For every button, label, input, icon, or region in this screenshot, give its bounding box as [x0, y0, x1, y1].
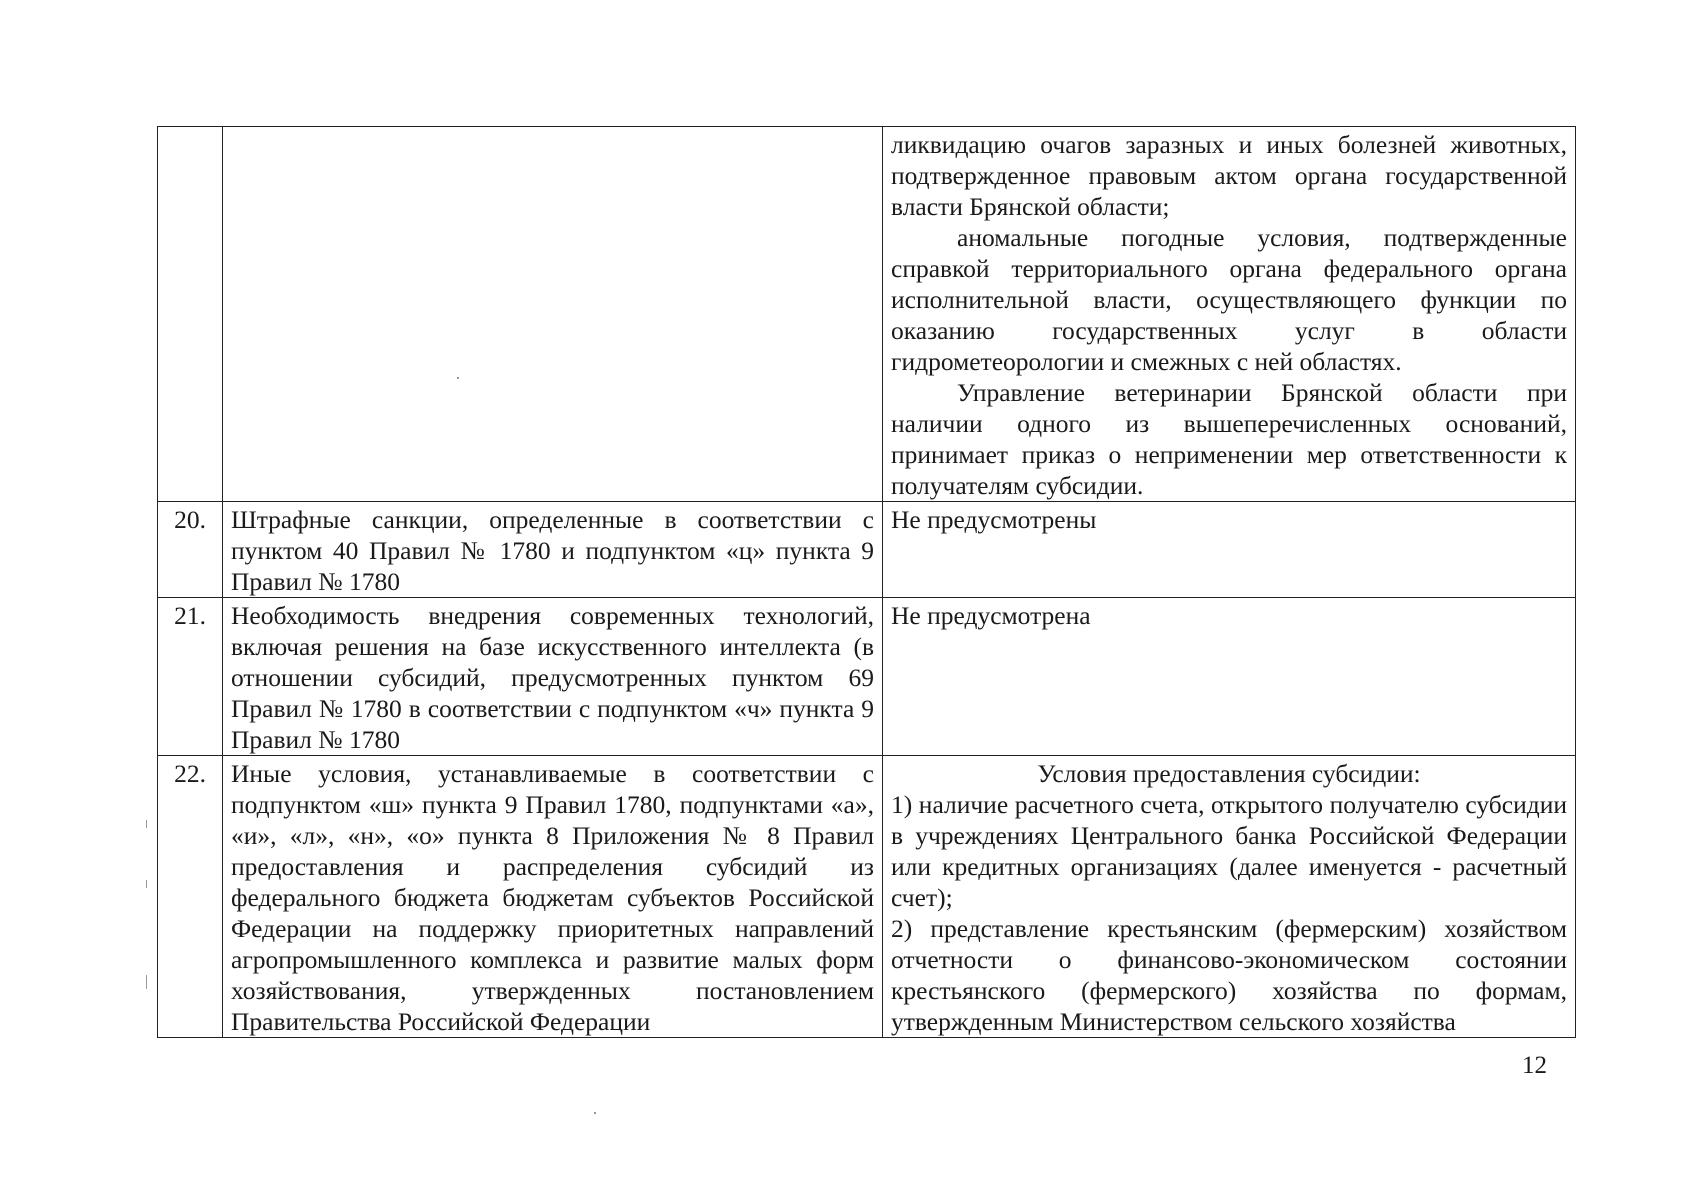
row-name-text: Штрафные санкции, определенные в соответствии с пунктом 40 Правил № 1780 и подпунктом «ц» пункта 9 Правил № 1780 [231, 505, 874, 596]
table-row [158, 127, 1576, 502]
value-heading: Условия предоставления субсидии: [1037, 759, 1421, 788]
row-number-cell: 21. [158, 598, 223, 756]
value-item: 2) представление крестьянским (фермерским) хозяйством отчетности о финансово-экономическом состоянии крестьянского (фермерского) хозяйства по формам, утвержденным Министерством сельского хозяйства [891, 914, 1567, 1036]
row-value-cell [883, 502, 1576, 598]
row-value-text: Не предусмотрена [891, 601, 1091, 630]
value-paragraph: аномальные погодные условия, подтвержденные справкой территориального органа федерального органа исполнительной власти, осуществляющего функции по оказанию государственных услуг в области гидрометеорологии и смежных с ней областях. [891, 223, 1567, 376]
row-value-cell [883, 127, 1576, 502]
scan-speck [457, 377, 459, 379]
row-name-cell [223, 598, 883, 756]
scan-speck [594, 1112, 596, 1114]
row-value-text: Не предусмотрены [891, 505, 1097, 534]
scan-mark [146, 880, 147, 888]
scan-mark [146, 975, 147, 989]
page-number: 12 [1522, 1052, 1547, 1079]
scan-mark [146, 820, 147, 828]
row-number-cell [158, 127, 223, 502]
row-name-cell [223, 502, 883, 598]
row-value-cell [883, 598, 1576, 756]
row-name-text: Необходимость внедрения современных технологий, включая решения на базе искусственного интеллекта (в отношении субсидий, предусмотренных пунктом 69 Правил № 1780 в соответствии с подпунктом «ч» пункта 9 Правил № 1780 [231, 601, 874, 754]
value-paragraph: Управление ветеринарии Брянской области при наличии одного из вышеперечисленных оснований, принимает приказ о неприменении мер ответственности к получателям субсидии. [891, 378, 1567, 500]
row-name-text: Иные условия, устанавливаемые в соответствии с подпунктом «ш» пункта 9 Правил 1780, подпунктами «а», «и», «л», «н», «о» пункта 8 Приложения № 8 Правил предоставления и распределения субсидий из федерального бюджета бюджетам субъектов Российской Федерации на поддержку приоритетных направлений агропромышленного комплекса и развитие малых форм хозяйствования, утвержденных постановлением Правительства Российской Федерации [231, 759, 874, 1036]
row-number-cell: 22. [158, 756, 223, 1038]
table-row [158, 756, 1576, 1038]
row-number-cell: 20. [158, 502, 223, 598]
value-item: 1) наличие расчетного счета, открытого получателю субсидии в учреждениях Центрального банка Российской Федерации или кредитных организациях (далее именуется - расчетный счет); [891, 790, 1567, 912]
table-row [158, 598, 1576, 756]
table-row [158, 502, 1576, 598]
row-value-cell [883, 756, 1576, 1038]
row-name-cell [223, 127, 883, 502]
row-name-cell [223, 756, 883, 1038]
value-paragraph: ликвидацию очагов заразных и иных болезней животных, подтвержденное правовым актом органа государственной власти Брянской области; [891, 130, 1567, 221]
conditions-table [157, 126, 1576, 1038]
